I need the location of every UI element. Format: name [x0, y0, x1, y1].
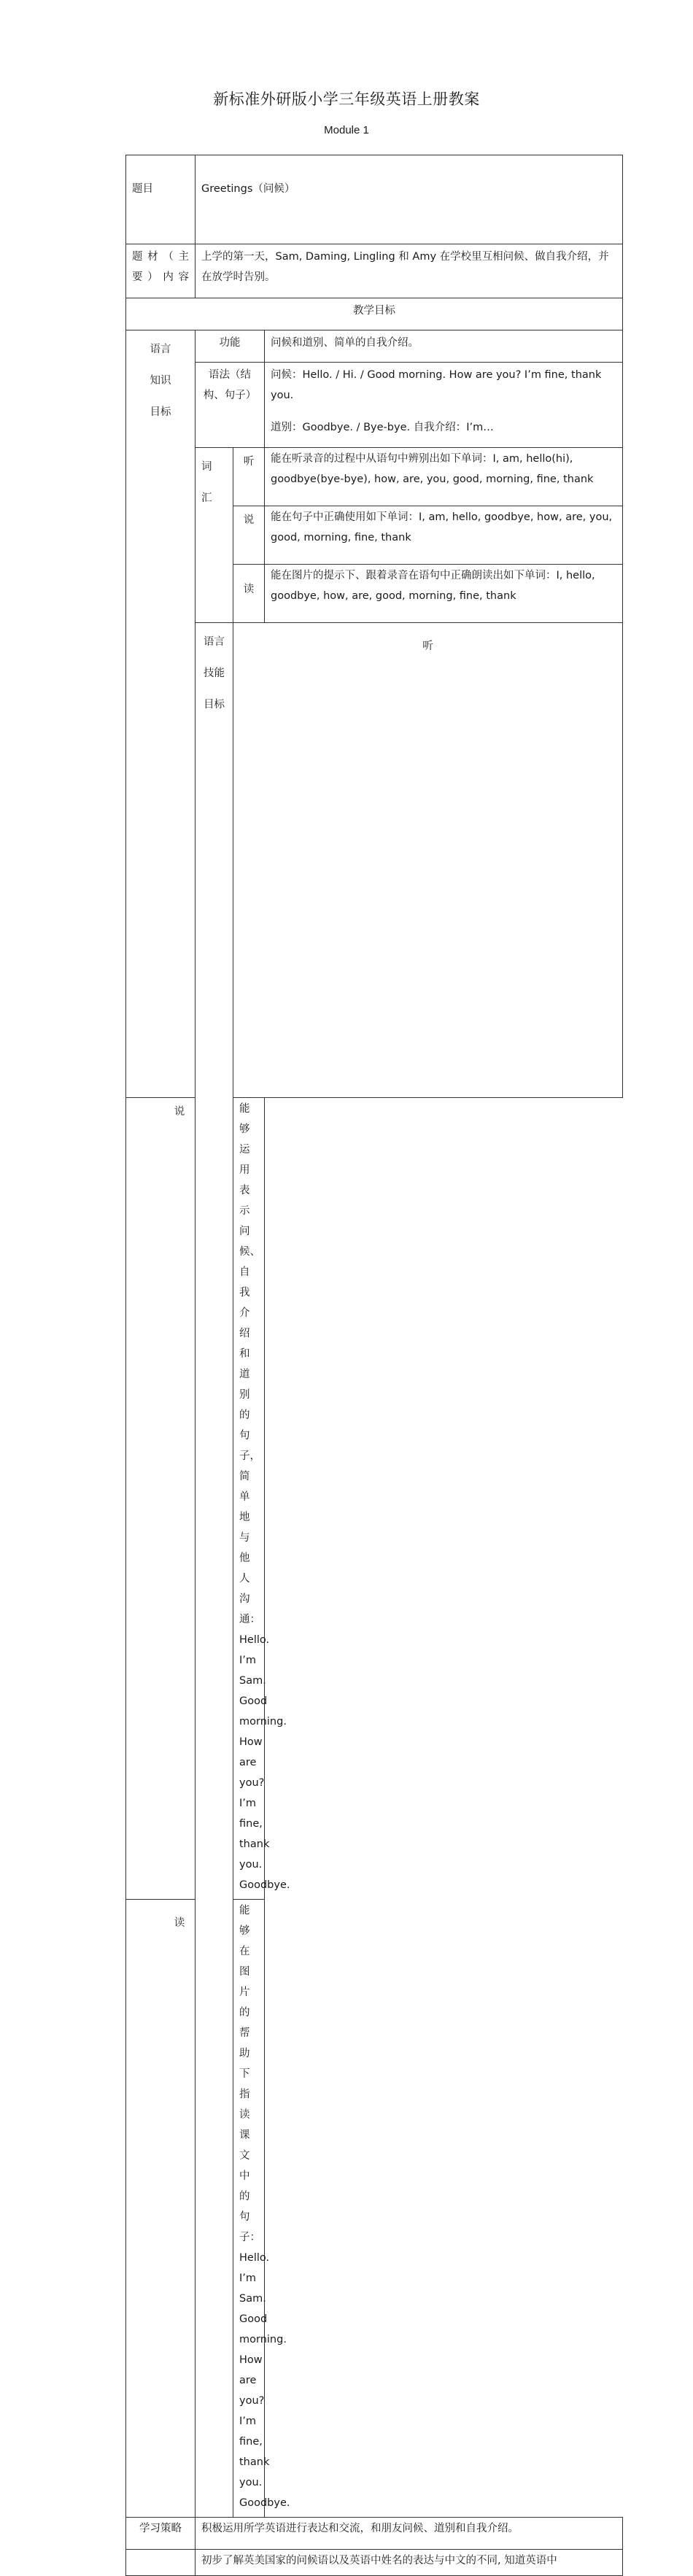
- vocab-read-value: 能在图片的提示下、跟着录音在语句中正确朗读出如下单词：I, hello, goodbye, how, are, good, morning, fine, thank: [265, 565, 623, 623]
- strategy-value: 积极运用所学英语进行表达和交流，和朋友问候、道别和自我介绍。: [195, 2518, 623, 2550]
- grammar-greeting-text: 问候：Hello. / Hi. / Good morning. How are you? I’m fine, thank you.: [271, 369, 602, 401]
- grammar-value: [265, 363, 623, 448]
- vocab-listen-value: 能在听录音的过程中从语句中辨别出如下单词：I, am, hello(hi), goodbye(bye-bye), how, are, you, good, morning, fine, thank: [265, 448, 623, 506]
- function-row: [126, 330, 623, 363]
- lesson-plan-table: [125, 155, 623, 2576]
- skills-read-label: 读: [126, 1900, 233, 2518]
- vocab-label-line1: 词: [201, 461, 212, 473]
- content-row: [126, 244, 623, 298]
- skills-speak-label: 说: [126, 1098, 233, 1900]
- vocab-speak-label: 说: [233, 506, 265, 565]
- vocab-read-label: 读: [233, 565, 265, 623]
- grammar-label: 语法（结构、句子）: [195, 363, 265, 448]
- topic-value: Greetings（问候）: [195, 155, 623, 244]
- skills-label-line3: 目标: [204, 699, 225, 711]
- objectives-header: 教学目标: [126, 298, 623, 330]
- skills-label-line2: 技能: [204, 668, 225, 679]
- skills-listen-label: 听: [233, 623, 623, 1098]
- vocab-speak-value: 能在句子中正确使用如下单词：I, am, hello, goodbye, how, are, you, good, morning, fine, thank: [265, 506, 623, 565]
- vocab-label: [195, 448, 233, 623]
- knowledge-label-line2: 知识: [150, 375, 171, 387]
- content-label: 题材（主要）内容: [126, 244, 195, 298]
- document-subtitle: Module 1: [324, 124, 369, 136]
- function-value: 问候和道别、简单的自我介绍。: [265, 330, 623, 363]
- content-value: 上学的第一天，Sam, Daming, Lingling 和 Amy 在学校里互相问候、做自我介绍，并在放学时告别。: [195, 244, 623, 298]
- topic-row: [126, 155, 623, 244]
- vocab-listen-label: 听: [233, 448, 265, 506]
- skills-speak-row: [126, 1098, 623, 1900]
- grammar-farewell-text: 道别：Goodbye. / Bye-bye. 自我介绍：I’m…: [271, 422, 494, 433]
- culture-row: [126, 2550, 623, 2576]
- strategy-row: [126, 2518, 623, 2550]
- skills-read-row: [126, 1900, 623, 2518]
- skills-speak-value: 能够运用表示问候、自我介绍和道别的句子，简单地与他人沟通：Hello. I’m Sam. Good morning. How are you? I’m fine, thank you. Goodbye.: [233, 1098, 265, 1900]
- skills-read-value: 能够在图片的帮助下指读课文中的句子：Hello. I’m Sam. Good morning. How are you? I’m fine, thank you. Goodbye.: [233, 1900, 265, 2518]
- knowledge-label-line1: 语言: [150, 344, 171, 355]
- document-title: 新标准外研版小学三年级英语上册教案: [213, 90, 480, 108]
- skills-listen-row: [126, 623, 623, 1098]
- topic-label: 题目: [126, 155, 195, 244]
- vocab-label-line2: 汇: [201, 492, 212, 504]
- skills-label-line1: 语言: [204, 636, 225, 648]
- knowledge-objectives-label: [126, 330, 195, 1098]
- vocab-listen-row: [126, 448, 623, 506]
- objectives-header-row: [126, 298, 623, 330]
- grammar-row: [126, 363, 623, 448]
- culture-value: 初步了解英美国家的问候语以及英语中姓名的表达与中文的不同, 知道英语中: [195, 2550, 623, 2576]
- culture-label: [126, 2550, 195, 2576]
- strategy-label: 学习策略: [126, 2518, 195, 2550]
- knowledge-label-line3: 目标: [150, 406, 171, 418]
- function-label: 功能: [195, 330, 265, 363]
